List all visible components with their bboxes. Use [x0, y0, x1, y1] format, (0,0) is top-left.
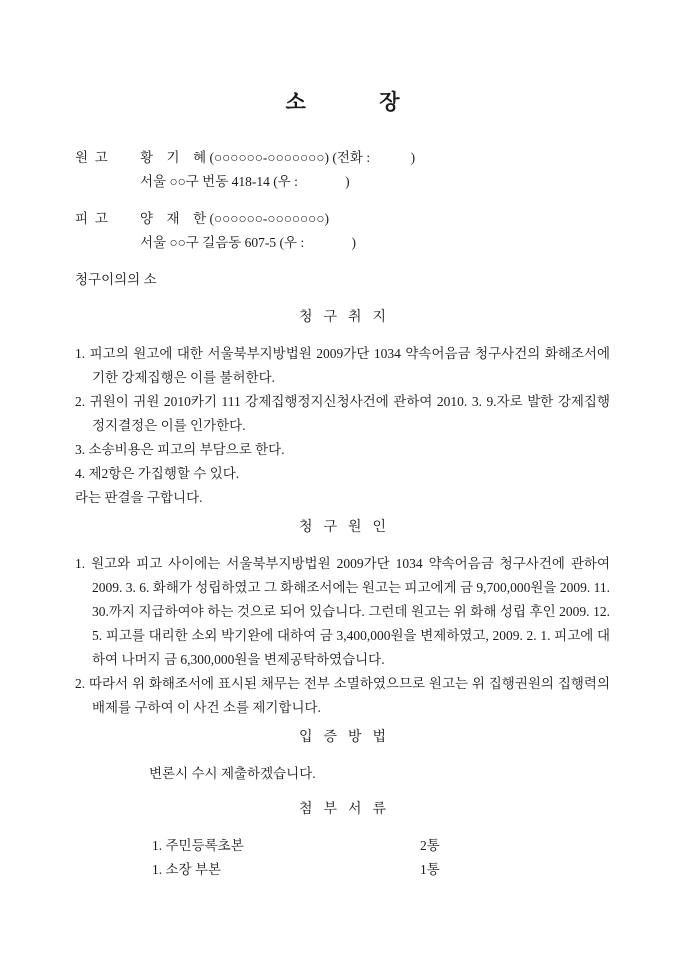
evidence-heading: 입 증 방 법: [298, 730, 387, 745]
document-title: 소 장: [285, 90, 400, 114]
claim-reason-item: 1. 원고와 피고 사이에는 서울북부지방법원 2009가단 1034 약속어음금 청구사건에 관하여 2009. 3. 6. 화해가 성립하였고 그 화해조서에는 원고는 피고에게 금 9,700,000원을 2009. 11. 30.까지 지급하여야 하는 것으로 되어 있습니다. 그런데 원고는 위 화해 성립 후인 2009. 12. 5. 피고를 대리한 소외 박기완에 대하여 금 3,400,000원을 변제하였고, 2009. 2. 1. 피고에 대하여 나머지 금 6,300,000원을 변제공탁하였습니다.: [75, 556, 610, 667]
attachments-list: [152, 834, 610, 882]
case-type-line: 청구이의의 소: [75, 272, 157, 287]
attachment-item: [152, 834, 610, 858]
claim-purpose-item: 2. 귀원이 귀원 2010카기 111 강제집행정지신청사건에 관하여 2010. 3. 9.자로 발한 강제집행정지결정은 이를 인가한다.: [75, 394, 610, 433]
defendant-block: [75, 207, 610, 255]
claim-purpose-item: 3. 소송비용은 피고의 부담으로 한다.: [75, 442, 285, 457]
claim-reason-heading: 청 구 원 인: [298, 520, 387, 535]
attachment-item-count: 2통: [420, 838, 440, 853]
attachment-item-label: 1. 소장 부본: [152, 862, 222, 877]
plaintiff-name-line: [75, 146, 610, 170]
defendant-name-line: [75, 207, 610, 231]
defendant-address: 서울 ○○구 길음동 607-5 (우 : ): [140, 235, 356, 250]
claim-purpose-item: 1. 피고의 원고에 대한 서울북부지방법원 2009가단 1034 약속어음금 청구사건의 화해조서에 기한 강제집행은 이를 불허한다.: [75, 346, 610, 385]
plaintiff-block: [75, 146, 610, 194]
claim-purpose-closing: 라는 판결을 구합니다.: [75, 490, 203, 505]
claim-reason-item: 2. 따라서 위 화해조서에 표시된 채무는 전부 소멸하였으므로 원고는 위 집행권원의 집행력의 배제를 구하여 이 사건 소를 제기합니다.: [75, 676, 610, 715]
plaintiff-role-label: 원 고: [75, 150, 108, 165]
plaintiff-address: 서울 ○○구 번동 418-14 (우 : ): [140, 174, 350, 189]
attachment-item-label: 1. 주민등록초본: [152, 838, 244, 853]
claim-purpose-item: 4. 제2항은 가집행할 수 있다.: [75, 466, 240, 481]
attachments-heading: 첨 부 서 류: [298, 802, 387, 817]
claim-reason-list: [75, 552, 610, 720]
claim-purpose-list: [75, 342, 610, 486]
claim-purpose-heading: 청 구 취 지: [298, 310, 387, 325]
plaintiff-name: 황 기 혜 (○○○○○○-○○○○○○○) (전화 : ): [140, 150, 416, 165]
defendant-name: 양 재 한 (○○○○○○-○○○○○○○): [140, 211, 329, 226]
evidence-note: 변론시 수시 제출하겠습니다.: [149, 766, 316, 781]
attachment-item: [152, 858, 610, 882]
attachment-item-count: 1통: [420, 862, 440, 877]
defendant-role-label: 피 고: [75, 211, 108, 226]
